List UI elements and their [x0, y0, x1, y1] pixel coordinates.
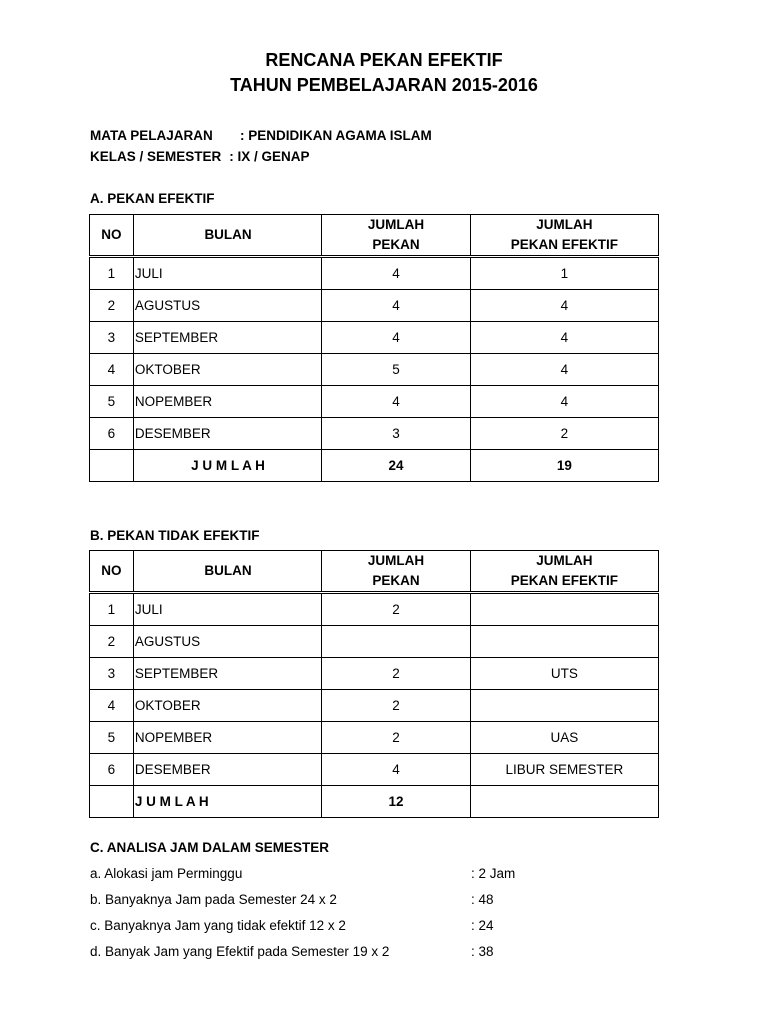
header-jp-line1: JUMLAH — [367, 217, 425, 232]
document-title: RENCANA PEKAN EFEKTIF — [265, 50, 503, 70]
table-row — [90, 754, 659, 786]
header-jpe-line2: PEKAN EFEKTIF — [510, 573, 618, 588]
header-jumlah-pekan-efektif — [470, 215, 658, 257]
analysis-value: : 38 — [471, 944, 494, 959]
table-row — [90, 386, 659, 418]
analysis-label: c. Banyaknya Jam yang tidak efektif 12 x 2 — [90, 918, 346, 933]
analysis-value: : 48 — [471, 892, 494, 907]
cell-jumlah-pekan: 2 — [322, 593, 470, 626]
cell-no: 6 — [90, 754, 134, 786]
cell-jumlah-pekan: 4 — [322, 754, 470, 786]
cell-no: 5 — [90, 722, 134, 754]
cell-jumlah-pekan — [322, 626, 470, 658]
cell-keterangan — [470, 593, 658, 626]
cell-no: 4 — [90, 354, 134, 386]
cell-no: 3 — [90, 658, 134, 690]
cell-jumlah-pekan: 2 — [322, 690, 470, 722]
analysis-item — [90, 918, 650, 933]
header-jumlah-pekan-efektif — [470, 551, 658, 593]
cell-keterangan: UAS — [470, 722, 658, 754]
analysis-value: : 2 Jam — [471, 866, 516, 881]
total-jumlah-pekan-efektif: 19 — [470, 450, 658, 482]
cell-bulan: OKTOBER — [133, 354, 321, 386]
cell-no-empty — [90, 786, 134, 818]
subject-value: : PENDIDIKAN AGAMA ISLAM — [240, 128, 432, 143]
total-row — [90, 786, 659, 818]
analysis-item — [90, 944, 650, 959]
cell-no: 1 — [90, 257, 134, 290]
table-row — [90, 593, 659, 626]
class-value: : IX / GENAP — [229, 149, 310, 164]
cell-jumlah-pekan: 4 — [322, 322, 470, 354]
cell-bulan: SEPTEMBER — [133, 658, 321, 690]
table-row — [90, 290, 659, 322]
class-line — [90, 149, 310, 164]
section-a-title: A. PEKAN EFEKTIF — [90, 191, 215, 206]
table-row — [90, 418, 659, 450]
subject-label: MATA PELAJARAN — [90, 128, 213, 143]
cell-no: 4 — [90, 690, 134, 722]
cell-no: 1 — [90, 593, 134, 626]
header-no: NO — [90, 551, 134, 593]
table-row — [90, 354, 659, 386]
cell-jumlah-pekan-efektif: 1 — [470, 257, 658, 290]
cell-jumlah-pekan-efektif: 4 — [470, 322, 658, 354]
class-label: KELAS / SEMESTER — [90, 149, 222, 164]
total-keterangan — [470, 786, 658, 818]
total-label: J U M L A H — [133, 450, 321, 482]
section-b-title: B. PEKAN TIDAK EFEKTIF — [90, 528, 260, 543]
analysis-value: : 24 — [471, 918, 494, 933]
cell-no: 2 — [90, 290, 134, 322]
cell-no: 2 — [90, 626, 134, 658]
cell-bulan: DESEMBER — [133, 754, 321, 786]
cell-bulan: DESEMBER — [133, 418, 321, 450]
table-row — [90, 257, 659, 290]
cell-bulan: JULI — [133, 257, 321, 290]
cell-jumlah-pekan-efektif: 4 — [470, 290, 658, 322]
header-jumlah-pekan — [322, 551, 470, 593]
total-row — [90, 450, 659, 482]
cell-jumlah-pekan-efektif: 4 — [470, 354, 658, 386]
table-row — [90, 626, 659, 658]
document-subtitle: TAHUN PEMBELAJARAN 2015-2016 — [230, 75, 538, 95]
cell-keterangan: LIBUR SEMESTER — [470, 754, 658, 786]
analysis-item — [90, 866, 650, 881]
cell-jumlah-pekan-efektif: 4 — [470, 386, 658, 418]
analysis-label: a. Alokasi jam Perminggu — [90, 866, 243, 881]
cell-jumlah-pekan-efektif: 2 — [470, 418, 658, 450]
table-header-row — [90, 215, 659, 257]
effective-weeks-table — [89, 214, 659, 482]
cell-no: 5 — [90, 386, 134, 418]
header-jp-line1: JUMLAH — [367, 553, 425, 568]
total-label: J U M L A H — [133, 786, 321, 818]
analysis-label: b. Banyaknya Jam pada Semester 24 x 2 — [90, 892, 337, 907]
cell-bulan: AGUSTUS — [133, 626, 321, 658]
header-jpe-line2: PEKAN EFEKTIF — [510, 237, 618, 252]
cell-jumlah-pekan: 4 — [322, 386, 470, 418]
header-bulan: BULAN — [133, 551, 321, 593]
non-effective-weeks-table — [89, 550, 659, 818]
cell-keterangan — [470, 690, 658, 722]
cell-bulan: JULI — [133, 593, 321, 626]
cell-jumlah-pekan: 4 — [322, 257, 470, 290]
cell-no: 6 — [90, 418, 134, 450]
subject-line — [90, 128, 432, 143]
cell-bulan: OKTOBER — [133, 690, 321, 722]
table-row — [90, 322, 659, 354]
header-jpe-line1: JUMLAH — [536, 553, 593, 568]
cell-jumlah-pekan: 2 — [322, 658, 470, 690]
table-header-row — [90, 551, 659, 593]
table-row — [90, 658, 659, 690]
table-row — [90, 722, 659, 754]
header-jpe-line1: JUMLAH — [536, 217, 593, 232]
cell-jumlah-pekan: 2 — [322, 722, 470, 754]
cell-no: 3 — [90, 322, 134, 354]
analysis-item — [90, 892, 650, 907]
header-bulan: BULAN — [133, 215, 321, 257]
header-no: NO — [90, 215, 134, 257]
section-c-title: C. ANALISA JAM DALAM SEMESTER — [90, 840, 330, 855]
cell-keterangan — [470, 626, 658, 658]
cell-jumlah-pekan: 3 — [322, 418, 470, 450]
cell-no-empty — [90, 450, 134, 482]
total-jumlah-pekan: 24 — [322, 450, 470, 482]
analysis-label: d. Banyak Jam yang Efektif pada Semester 19 x 2 — [90, 944, 390, 959]
cell-keterangan: UTS — [470, 658, 658, 690]
cell-bulan: NOPEMBER — [133, 722, 321, 754]
total-jumlah-pekan: 12 — [322, 786, 470, 818]
cell-bulan: NOPEMBER — [133, 386, 321, 418]
cell-jumlah-pekan: 4 — [322, 290, 470, 322]
header-jp-line2: PEKAN — [372, 573, 420, 588]
header-jp-line2: PEKAN — [372, 237, 420, 252]
header-jumlah-pekan — [322, 215, 470, 257]
cell-bulan: SEPTEMBER — [133, 322, 321, 354]
cell-bulan: AGUSTUS — [133, 290, 321, 322]
cell-jumlah-pekan: 5 — [322, 354, 470, 386]
table-row — [90, 690, 659, 722]
